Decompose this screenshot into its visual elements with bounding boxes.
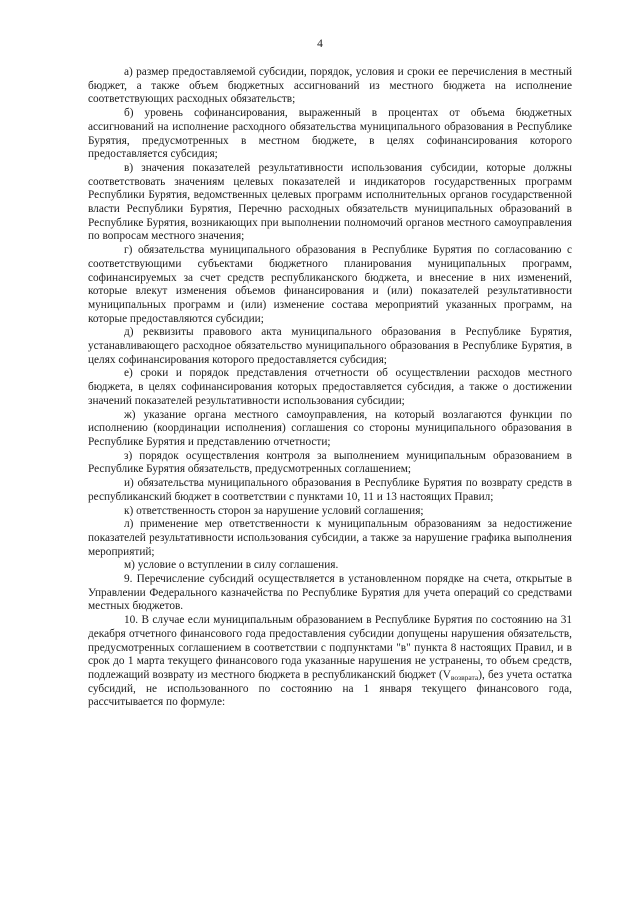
paragraph-z: з) порядок осуществления контроля за выполнением муниципальным образованием в Республике Бурятия обязательств, предусмотренных соглашением;: [88, 449, 572, 476]
document-body: [88, 66, 572, 710]
paragraph-d: д) реквизиты правового акта муниципального образования в Республике Бурятия, устанавливающего расходное обязательство муниципального образования в Республике Бурятия, в целях софинансирования которого предоставляется субсидия;: [88, 326, 572, 366]
paragraph-10: [88, 614, 572, 710]
paragraph-l: л) применение мер ответственности к муниципальным образованиям за недостижение показателей результативности использования субсидии, а также за нарушение графика выполнения мероприятий;: [88, 518, 572, 558]
paragraph-10-after: ), без учета остатка субсидий, не использованного по состоянию на 1 января текущего финансового года, рассчитывается по формуле:: [88, 668, 572, 709]
paragraph-v: в) значения показателей результативности использования субсидии, которые должны соответствовать значениям целевых показателей и индикаторов государственных программ Республики Бурятия, ведомственных целевых программ исполнительных органов государственной власти Республики Бурятия, Перечню расходных обязательств муниципальных образований в Республике Бурятия, возникающих при выполнении полномочий органов местного самоуправления по вопросам местного значения;: [88, 161, 572, 243]
paragraph-e: е) сроки и порядок представления отчетности об осуществлении расходов местного бюджета, в целях софинансирования которых предоставляется субсидия, а также о достижении значений показателей результативности использования субсидии;: [88, 367, 572, 407]
paragraph-9: 9. Перечисление субсидий осуществляется в установленном порядке на счета, открытые в Управлении Федерального казначейства по Республике Бурятия для учета операций со средствами местных бюджетов.: [88, 573, 572, 613]
v-return-subscript: возврата: [450, 672, 479, 682]
paragraph-k: к) ответственность сторон за нарушение условий соглашения;: [124, 504, 424, 517]
paragraph-10-before: 10. В случае если муниципальным образованием в Республике Бурятия по состоянию на 31 декабря отчетного финансового года предоставления субсидии допущены нарушения обязательств, предусмотренных соглашением в соответствии с подпунктами "в" пункта 8 настоящих Правил, и в срок до 1 марта текущего финансового года указанные нарушения не устранены, то объем средств, подлежащий возврату из местного бюджета в республиканский бюджет (V: [88, 614, 572, 681]
paragraph-zh: ж) указание органа местного самоуправления, на который возлагаются функции по исполнению (координации исполнения) соглашения со стороны муниципального образования в Республике Бурятия и представлению отчетности;: [88, 408, 572, 448]
paragraph-m: м) условие о вступлении в силу соглашения.: [124, 559, 339, 572]
paragraph-b: б) уровень софинансирования, выраженный в процентах от объема бюджетных ассигнований на исполнение расходного обязательства муниципального образования в Республике Бурятия, предусмотренных в местном бюджете, в целях софинансирования которого предоставляется субсидия;: [88, 107, 572, 161]
paragraph-i: и) обязательства муниципального образования в Республике Бурятия по возврату средств в республиканский бюджет в соответствии с пунктами 10, 11 и 13 настоящих Правил;: [88, 477, 572, 503]
page-number: 4: [317, 38, 323, 50]
paragraph-a: а) размер предоставляемой субсидии, порядок, условия и сроки ее перечисления в местный бюджет, а также объем бюджетных ассигнований из местного бюджета на исполнение соответствующих расходных обязательств;: [88, 66, 572, 106]
paragraph-g: г) обязательства муниципального образования в Республике Бурятия по согласованию с соответствующими субъектами бюджетного планирования муниципальных программ, софинансируемых за счет средств республиканского бюджета, и внесение в них изменений, которые влекут изменения объемов финансирования и (или) показателей результативности муниципальных программ и (или) изменение состава мероприятий указанных программ, на которые предоставляются субсидии;: [88, 244, 572, 325]
